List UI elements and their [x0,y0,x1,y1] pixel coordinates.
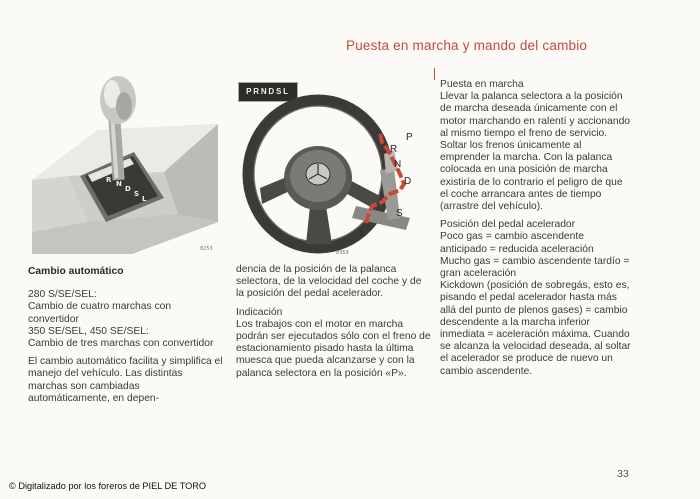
gear-letter: S [134,190,140,198]
lever-letter: L [360,228,366,239]
lever-letter: R [390,144,398,155]
lever-letter: D [404,176,412,187]
scan-credit: © Digitalizado por los foreros de PIEL DE TORO [9,481,207,491]
model-line: 350 SE/SEL, 450 SE/SEL: [28,325,149,337]
model-line: 280 S/SE/SEL: [28,289,97,301]
lever-letter: P [406,132,413,143]
column-middle [236,264,432,380]
lever-letter: N [394,159,402,170]
column-right [440,79,632,378]
section-heading-indicacion: Indicación [236,306,283,318]
body-paragraph: dencia de la posición de la palanca selectora, de la velocidad del coche y de la posición del pedal acelerador. [236,264,422,300]
column-divider [434,68,435,80]
accelerator-line: Mucho gas = cambio ascendente tardío = gran aceleración [440,255,630,280]
section-heading-pedal-acelerador: Posición del pedal acelerador [440,219,576,231]
body-paragraph: Llevar la palanca selectora a la posición de marcha deseada únicamente con el motor marchando en ralentí y accionando al mismo tiempo el freno de servicio. Soltar los frenos únicamente al emprender la marcha. Con la palanca colocada en una posición de marcha existiría de lo contrario el peligro de que el coche arrancara antes de tiempo (arrastre del vehículo). [440,91,631,213]
gear-selector-drawing [28,72,224,258]
page-title: Puesta en marcha y mando del cambio [346,38,588,53]
section-heading-cambio-automatico: Cambio automático [28,266,124,277]
gear-letter: N [116,180,122,188]
body-paragraph: Los trabajos con el motor en marcha podrán ser ejecutados sólo con el freno de estacionamiento pisado hasta la última muesca que pueda alcanzarse y con la palanca selectora en la posición «P». [236,318,431,379]
figure-number: 8359 [336,250,349,256]
gear-selector-illustration [28,72,224,258]
gear-letter: R [106,176,112,184]
gear-indicator: PRNDSL [238,82,298,102]
figure-number: 8253 [200,246,213,252]
lever-letter: S [396,208,403,219]
body-paragraph: El cambio automático facilita y simplifica el manejo del vehículo. Las distintas marchas son cambiadas automáticamente, en depen- [28,356,223,404]
steering-wheel-drawing [230,78,430,258]
gear-letter: D [125,185,131,193]
accelerator-line: Kickdown (posición de sobregás, esto es, pisando el pedal acelerador hasta más allá del punto de plenos gases) = cambio descendente a la marcha inferior inmediata = aceleración máxima. Cuando se alcanza la velocidad deseada, al soltar el acelerador se produce de nuevo un cambio ascendente. [440,280,631,377]
model-description: Cambio de cuatro marchas con convertidor [28,301,172,325]
accelerator-line: Poco gas = cambio ascendente anticipado = reducida aceleración [440,231,594,255]
model-description: Cambio de tres marchas con convertidor [28,338,214,350]
section-heading-puesta-en-marcha: Puesta en marcha [440,79,524,90]
gear-letter: P [96,172,102,180]
gear-letter: L [142,195,147,203]
page-number: 33 [617,468,629,480]
steering-wheel-illustration [230,78,430,258]
column-left [28,266,224,405]
